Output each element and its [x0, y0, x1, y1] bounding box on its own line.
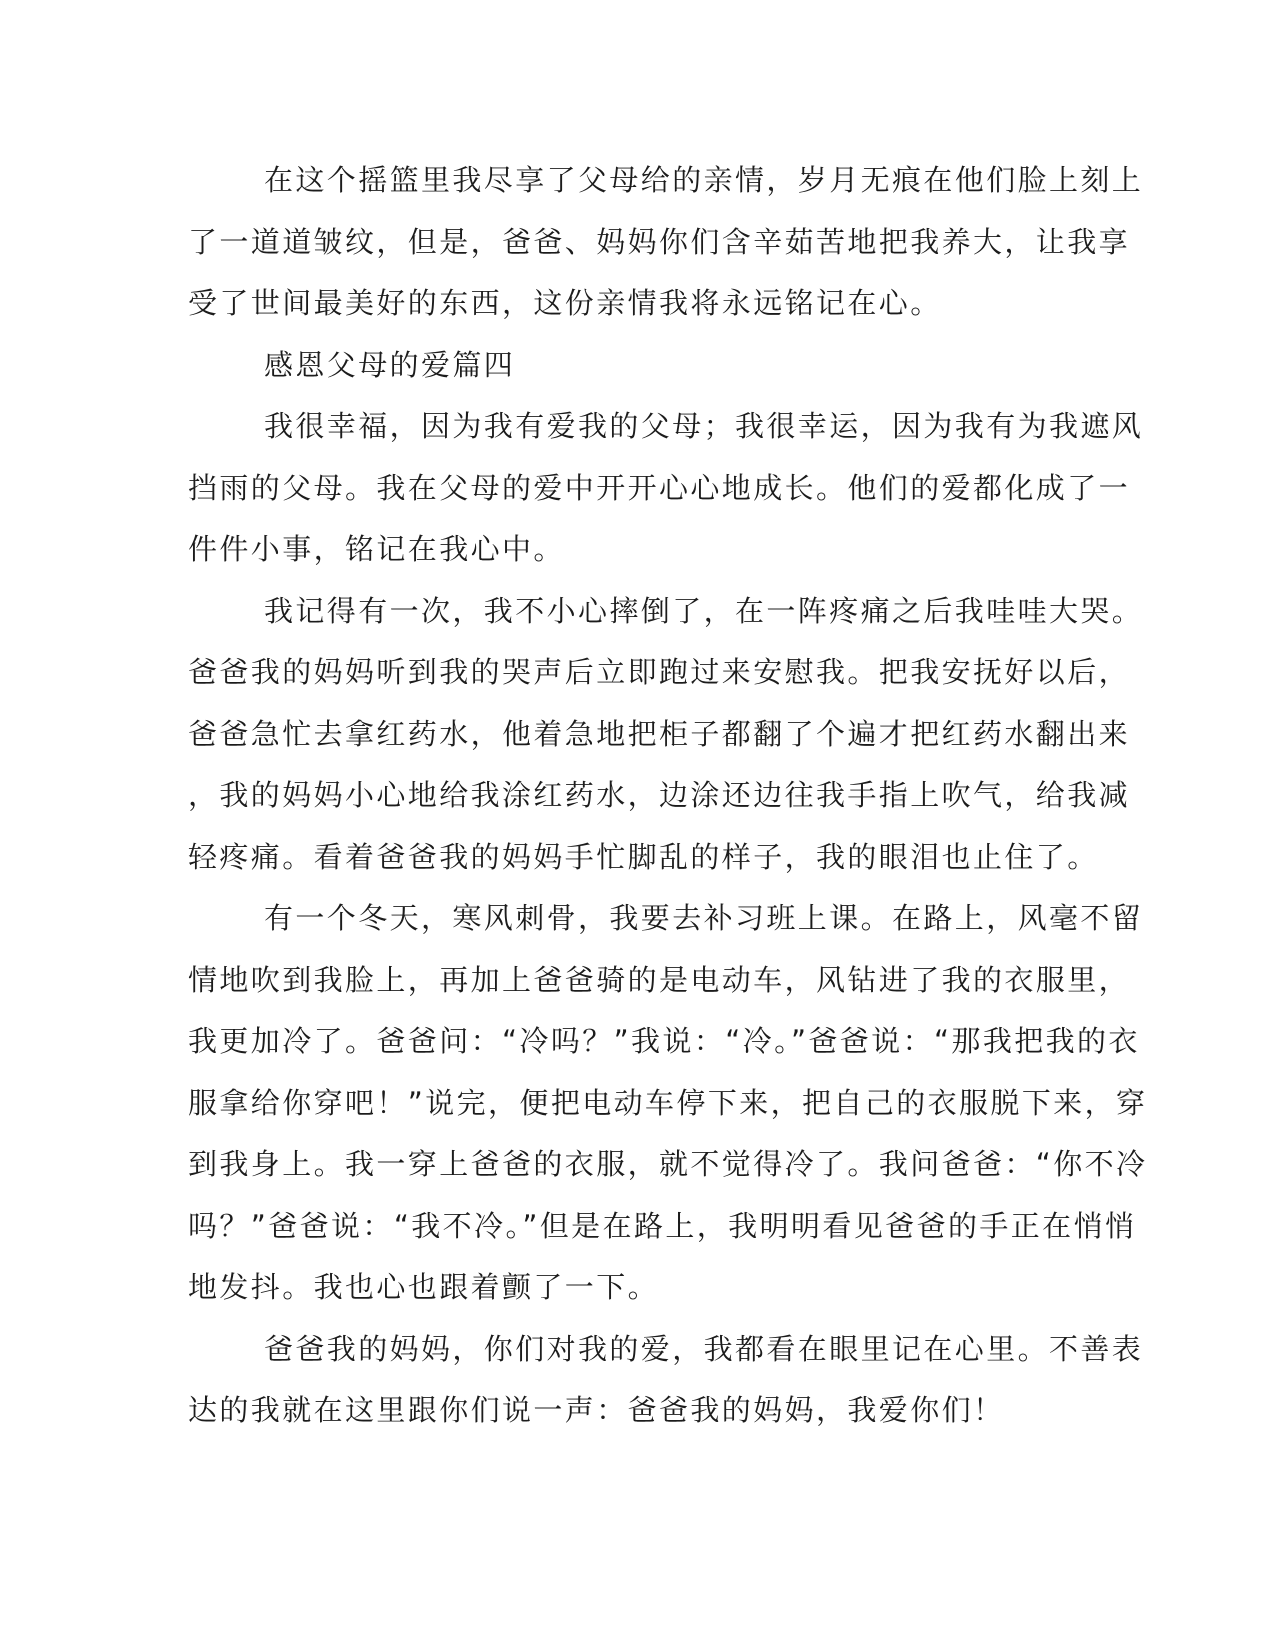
- text-line: 情地吹到我脸上，再加上爸爸骑的是电动车，风钻进了我的衣服里，: [188, 962, 1131, 997]
- text-line: ，我的妈妈小心地给我涂红药水，边涂还边往我手指上吹气，给我减: [188, 778, 1131, 812]
- text-line: 件件小事，铭记在我心中。: [188, 532, 565, 566]
- text-line: 我很幸福，因为我有爱我的父母；我很幸运，因为我有为我遮风: [264, 409, 1144, 443]
- text-line: 爸爸急忙去拿红药水，他着急地把柜子都翻了个遍才把红药水翻出来: [188, 716, 1131, 751]
- text-line: 吗？”爸爸说：“我不冷。”但是在路上，我明明看见爸爸的手正在悄悄: [188, 1208, 1137, 1243]
- text-line: 爸爸我的妈妈听到我的哭声后立即跑过来安慰我。把我安抚好以后，: [188, 655, 1131, 689]
- text-line: 在这个摇篮里我尽享了父母给的亲情，岁月无痕在他们脸上刻上: [264, 163, 1144, 197]
- text-line: 爸爸我的妈妈，你们对我的爱，我都看在眼里记在心里。不善表: [264, 1331, 1144, 1366]
- text-line: 挡雨的父母。我在父母的爱中开开心心地成长。他们的爱都化成了一: [188, 470, 1131, 505]
- text-line: 达的我就在这里跟你们说一声：爸爸我的妈妈，我爱你们！: [188, 1393, 1005, 1427]
- text-line: 有一个冬天，寒风刺骨，我要去补习班上课。在路上，风毫不留: [264, 901, 1144, 935]
- text-line: 轻疼痛。看着爸爸我的妈妈手忙脚乱的样子，我的眼泪也止住了。: [188, 839, 1099, 874]
- text-line: 到我身上。我一穿上爸爸的衣服，就不觉得冷了。我问爸爸：“你不冷: [188, 1147, 1148, 1181]
- document-body: [188, 150, 1148, 1442]
- text-line: 受了世间最美好的东西，这份亲情我将永远铭记在心。: [188, 286, 942, 320]
- text-line: 我记得有一次，我不小心摔倒了，在一阵疼痛之后我哇哇大哭。: [264, 593, 1144, 628]
- section-heading: 感恩父母的爱篇四: [264, 347, 516, 382]
- text-line: 我更加冷了。爸爸问：“冷吗？”我说：“冷。”爸爸说：“那我把我的衣: [188, 1024, 1140, 1058]
- text-line: 地发抖。我也心也跟着颤了一下。: [188, 1270, 660, 1304]
- text-line: 服拿给你穿吧！”说完，便把电动车停下来，把自己的衣服脱下来，穿: [188, 1085, 1148, 1120]
- text-line: 了一道道皱纹，但是，爸爸、妈妈你们含辛茹苦地把我养大，让我享: [188, 224, 1131, 259]
